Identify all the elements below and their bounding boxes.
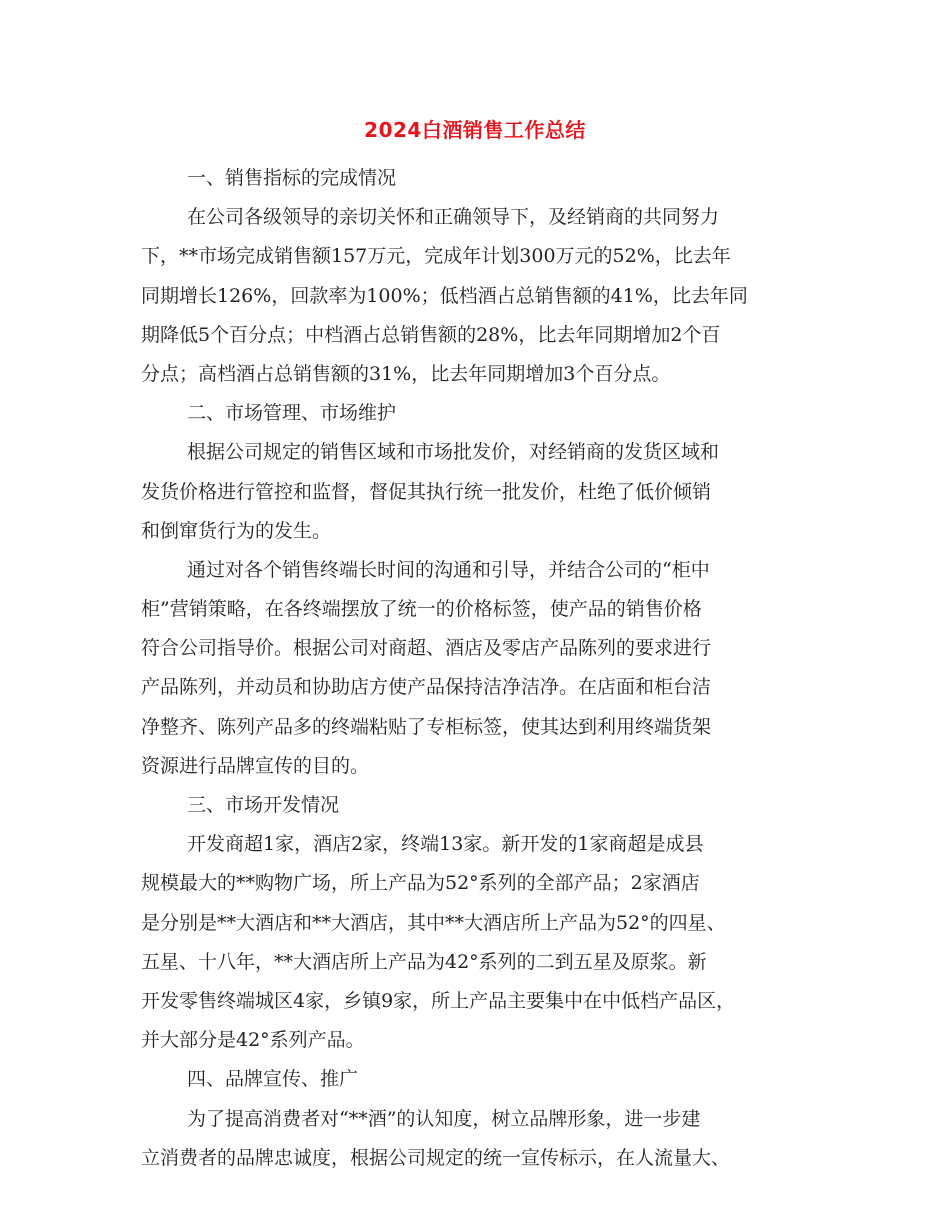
text-line: 开发商超1家，酒店2家，终端13家。新开发的1家商超是成县 bbox=[187, 833, 704, 856]
text-line: 是分别是**大酒店和**大酒店，其中**大酒店所上产品为52°的四星、 bbox=[141, 911, 726, 934]
document-body bbox=[141, 159, 825, 1178]
text-line: 根据公司规定的销售区域和市场批发价，对经销商的发货区域和 bbox=[187, 441, 720, 464]
text-line: 符合公司指导价。根据公司对商超、酒店及零店产品陈列的要求进行 bbox=[141, 637, 712, 660]
text-line: 净整齐、陈列产品多的终端粘贴了专柜标签，使其达到利用终端货架 bbox=[141, 715, 712, 738]
text-line: 五星、十八年，**大酒店所上产品为42°系列的二到五星及原浆。新 bbox=[141, 950, 707, 973]
text-line: 二、市场管理、市场维护 bbox=[187, 402, 397, 425]
text-line: 一、销售指标的完成情况 bbox=[187, 167, 397, 189]
text-line: 资源进行品牌宣传的目的。 bbox=[141, 754, 370, 777]
document-title: 2024白酒销售工作总结 bbox=[364, 118, 586, 142]
text-line: 柜”营销策略，在各终端摆放了统一的价格标签，使产品的销售价格 bbox=[141, 598, 702, 621]
text-line: 分点；高档酒占总销售额的31%，比去年同期增加3个百分点。 bbox=[141, 362, 671, 385]
text-line: 同期增长126%，回款率为100%；低档酒占总销售额的41%，比去年同 bbox=[141, 284, 748, 307]
text-line: 下，**市场完成销售额157万元，完成年计划300万元的52%，比去年 bbox=[141, 245, 731, 268]
text-line: 三、市场开发情况 bbox=[187, 794, 340, 816]
text-line: 并大部分是42°系列产品。 bbox=[141, 1029, 365, 1052]
text-line: 发货价格进行管控和监督，督促其执行统一批发价，杜绝了低价倾销 bbox=[141, 480, 712, 503]
text-line: 产品陈列，并动员和协助店方使产品保持洁净洁净。在店面和柜台洁 bbox=[141, 676, 712, 699]
text-line: 四、品牌宣传、推广 bbox=[187, 1068, 359, 1091]
text-line: 规模最大的**购物广场，所上产品为52°系列的全部产品；2家酒店 bbox=[141, 872, 700, 895]
text-line: 开发零售终端城区4家，乡镇9家，所上产品主要集中在中低档产品区， bbox=[141, 989, 736, 1012]
text-line: 期降低5个百分点；中档酒占总销售额的28%，比去年同期增加2个百 bbox=[141, 323, 721, 346]
text-line: 通过对各个销售终端长时间的沟通和引导，并结合公司的“柜中 bbox=[187, 558, 710, 581]
text-line: 立消费者的品牌忠诚度，根据公司规定的统一宣传标示，在人流量大、 bbox=[141, 1146, 731, 1169]
text-line: 在公司各级领导的亲切关怀和正确领导下，及经销商的共同努力 bbox=[187, 206, 720, 229]
text-line: 和倒窜货行为的发生。 bbox=[141, 519, 332, 542]
text-line: 为了提高消费者对“**酒”的认知度，树立品牌形象，进一步建 bbox=[187, 1107, 701, 1130]
